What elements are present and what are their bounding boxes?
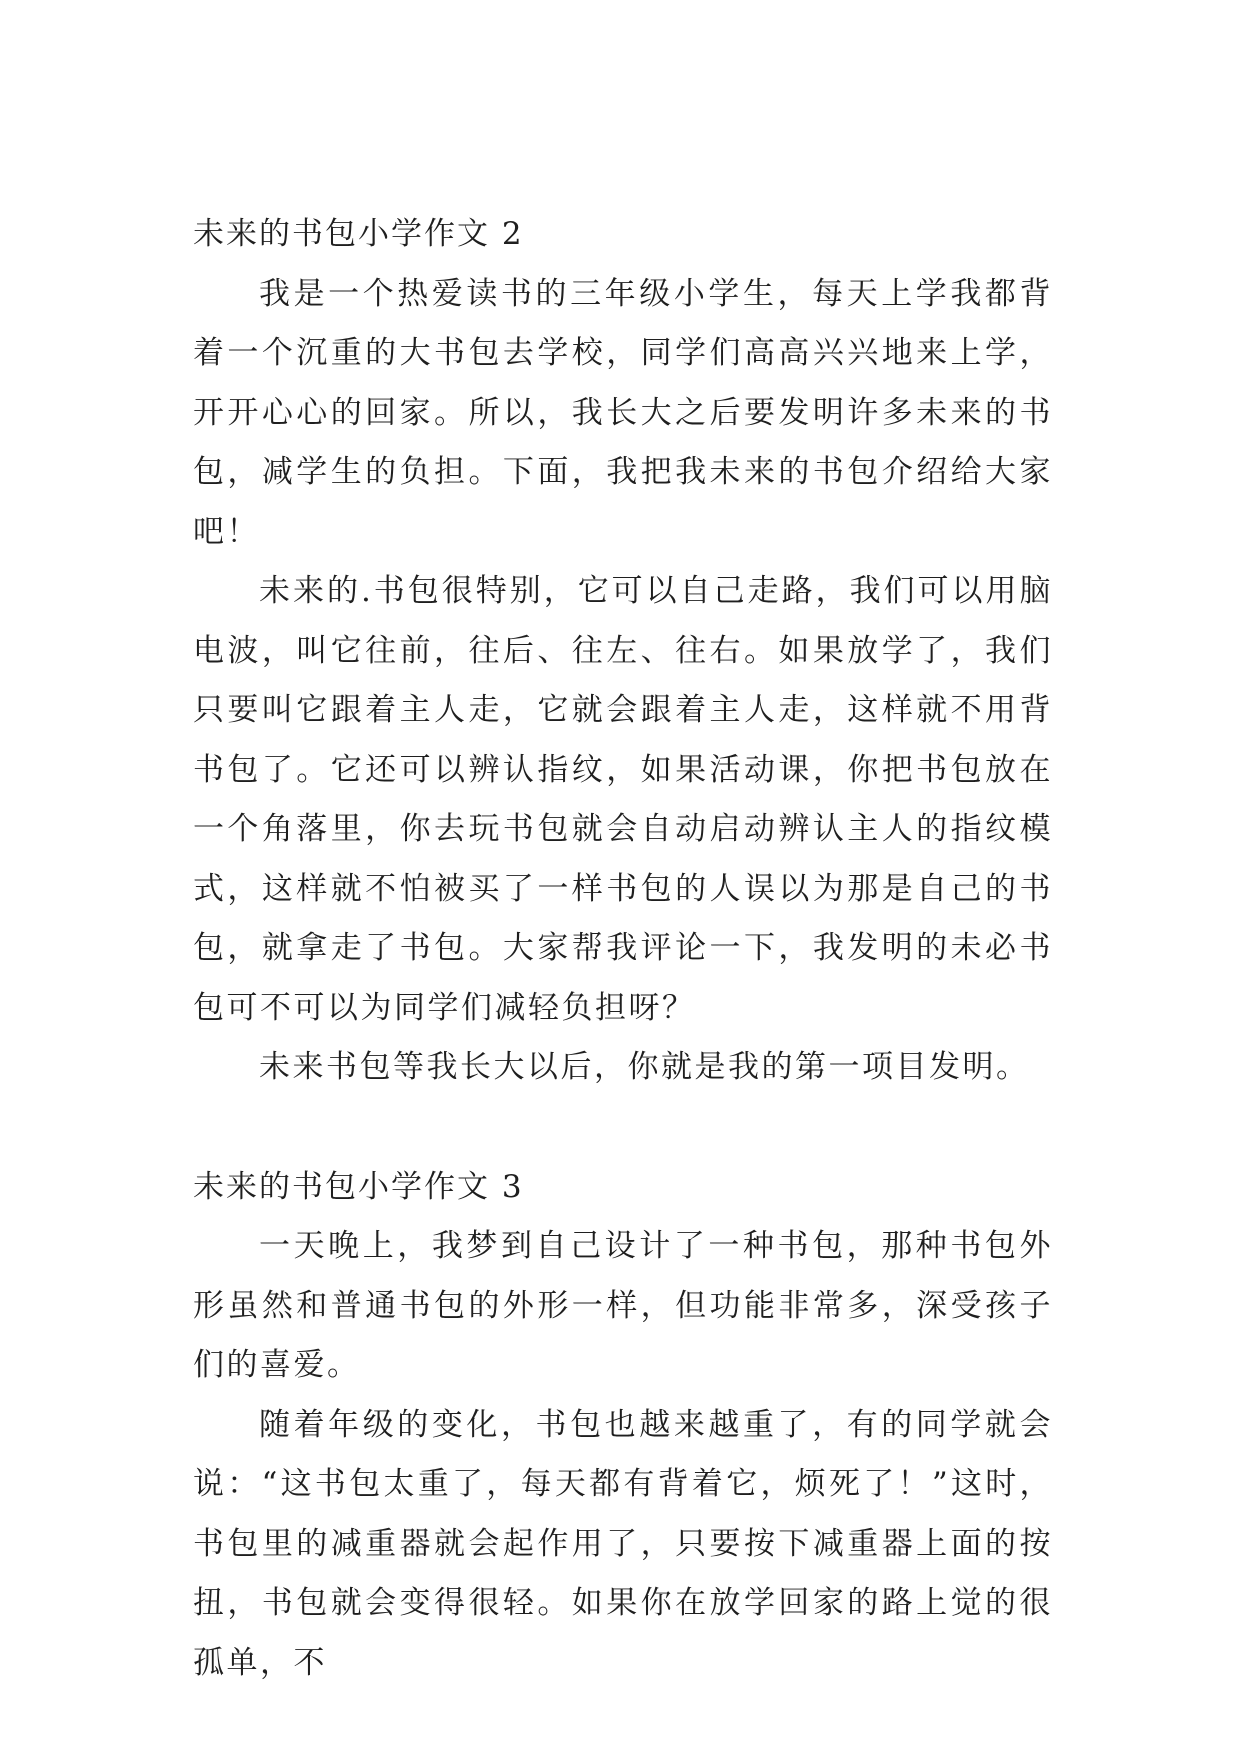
essay-paragraph: 随着年级的变化，书包也越来越重了，有的同学就会说：“这书包太重了，每天都有背着它，烦死了！”这时，书包里的减重器就会起作用了，只要按下减重器上面的按扭，书包就会变得很轻。如果你在放学回家的路上觉的很孤单，不 bbox=[193, 1406, 1053, 1681]
essay-section-2 bbox=[193, 205, 1053, 1098]
essay-section-3 bbox=[193, 1158, 1053, 1694]
essay-paragraph: 我是一个热爱读书的三年级小学生，每天上学我都背着一个沉重的大书包去学校，同学们高高兴兴地来上学，开开心心的回家。所以，我长大之后要发明许多未来的书包，减学生的负担。下面，我把我未来的书包介绍给大家吧！ bbox=[193, 275, 1053, 550]
essay-paragraph: 未来的.书包很特别，它可以自己走路，我们可以用脑电波，叫它往前，往后、往左、往右。如果放学了，我们只要叫它跟着主人走，它就会跟着主人走，这样就不用背书包了。它还可以辨认指纹，如果活动课，你把书包放在一个角落里，你去玩书包就会自动启动辨认主人的指纹模式，这样就不怕被买了一样书包的人误以为那是自己的书包，就拿走了书包。大家帮我评论一下，我发明的未必书包可不可以为同学们减轻负担呀？ bbox=[193, 573, 1053, 1026]
essay-paragraph: 未来书包等我长大以后，你就是我的第一项目发明。 bbox=[259, 1049, 1030, 1085]
essay-paragraph: 一天晚上，我梦到自己设计了一种书包，那种书包外形虽然和普通书包的外形一样，但功能非常多，深受孩子们的喜爱。 bbox=[193, 1228, 1053, 1383]
essay-heading: 未来的书包小学作文 3 bbox=[193, 1168, 524, 1205]
essay-heading: 未来的书包小学作文 2 bbox=[193, 216, 524, 252]
section-spacer bbox=[193, 1098, 1053, 1158]
document-body bbox=[193, 205, 1053, 1693]
